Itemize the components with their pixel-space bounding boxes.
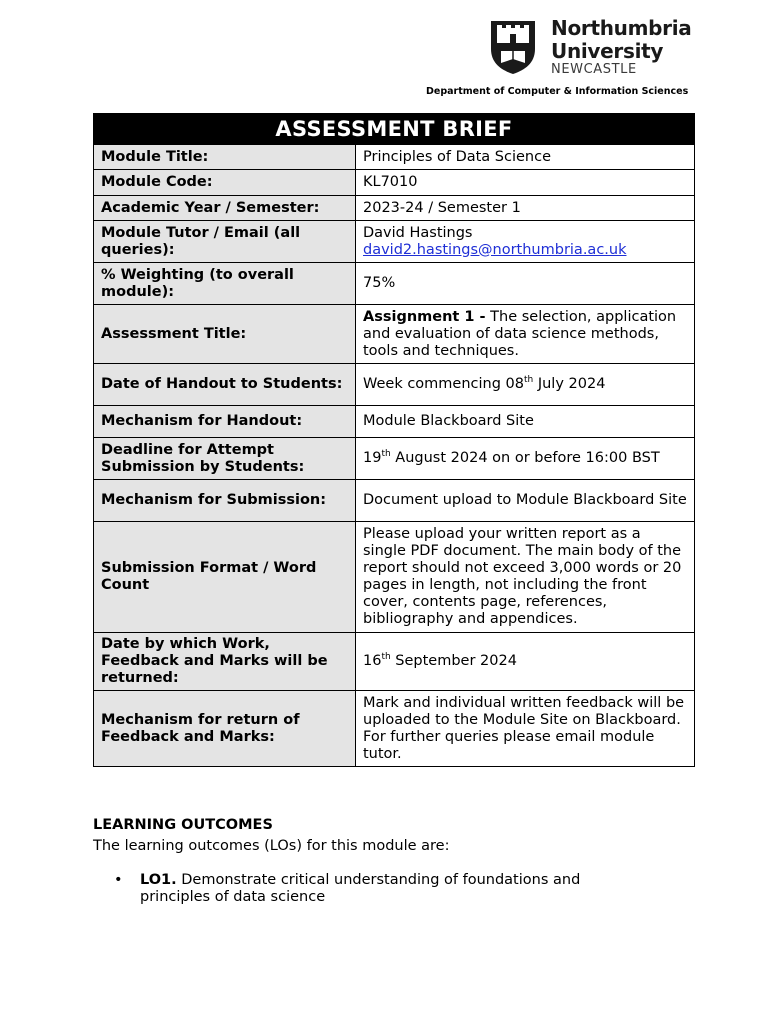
deadline-label: Deadline for Attempt Submission by Students: bbox=[94, 438, 356, 480]
tutor-name: David Hastings bbox=[363, 224, 473, 241]
crest-icon bbox=[489, 19, 537, 75]
handout-mechanism-value: Module Blackboard Site bbox=[356, 406, 695, 438]
university-logo bbox=[489, 16, 692, 77]
learning-outcomes-intro: The learning outcomes (LOs) for this module are: bbox=[93, 838, 450, 854]
deadline-sup: th bbox=[381, 449, 391, 460]
submission-mechanism-value: Document upload to Module Blackboard Site bbox=[356, 480, 695, 522]
tutor-value bbox=[356, 221, 695, 263]
assessment-brief-table bbox=[93, 113, 695, 767]
bullet-icon: • bbox=[114, 872, 123, 888]
table-row bbox=[94, 480, 695, 522]
academic-year-label: Academic Year / Semester: bbox=[94, 196, 356, 221]
handout-date-value bbox=[356, 364, 695, 406]
weighting-value: 75% bbox=[356, 263, 695, 305]
table-row bbox=[94, 263, 695, 305]
table-row bbox=[94, 196, 695, 221]
brief-title: ASSESSMENT BRIEF bbox=[94, 114, 695, 145]
deadline-text: 19 bbox=[363, 450, 382, 466]
return-mechanism-value: Mark and individual written feedback will be uploaded to the Module Site on Blackboard. For further queries please email module tutor. bbox=[356, 691, 695, 767]
table-row bbox=[94, 221, 695, 263]
table-row bbox=[94, 170, 695, 196]
lo-text: Demonstrate critical understanding of foundations and principles of data science bbox=[140, 872, 581, 905]
assessment-title-text: The selection, application and evaluation of data science methods, tools and techniques. bbox=[363, 308, 677, 359]
handout-date-text: Week commencing 08 bbox=[363, 376, 524, 392]
table-row bbox=[94, 438, 695, 480]
tutor-email-link[interactable]: david2.hastings@northumbria.ac.uk bbox=[363, 241, 627, 258]
university-name-line2: University bbox=[551, 39, 664, 63]
university-city: NEWCASTLE bbox=[551, 62, 637, 77]
assessment-title-label: Assessment Title: bbox=[94, 305, 356, 364]
return-date-label: Date by which Work, Feedback and Marks will be returned: bbox=[94, 633, 356, 691]
table-row bbox=[94, 364, 695, 406]
handout-date-text-end: July 2024 bbox=[533, 376, 606, 392]
table-row bbox=[94, 145, 695, 170]
table-row bbox=[94, 305, 695, 364]
format-label: Submission Format / Word Count bbox=[94, 522, 356, 633]
university-name bbox=[551, 17, 691, 63]
format-value: Please upload your written report as a single PDF document. The main body of the report should not exceed 3,000 words or 20 pages in length, not including the front cover, contents page, references, bibliography and appendices. bbox=[356, 522, 695, 633]
handout-date-label: Date of Handout to Students: bbox=[94, 364, 356, 406]
weighting-label: % Weighting (to overall module): bbox=[94, 263, 356, 305]
deadline-text-end: August 2024 on or before 16:00 BST bbox=[390, 450, 660, 466]
deadline-value bbox=[356, 438, 695, 480]
table-row bbox=[94, 522, 695, 633]
assessment-title-prefix: Assignment 1 - bbox=[363, 308, 486, 325]
learning-outcomes-heading: LEARNING OUTCOMES bbox=[93, 817, 273, 833]
submission-mechanism-label: Mechanism for Submission: bbox=[94, 480, 356, 522]
module-title-value: Principles of Data Science bbox=[356, 145, 695, 170]
assessment-title-value bbox=[356, 305, 695, 364]
return-date-value bbox=[356, 633, 695, 691]
learning-outcomes-list bbox=[114, 872, 654, 906]
lo-code: LO1. bbox=[140, 872, 177, 888]
handout-mechanism-label: Mechanism for Handout: bbox=[94, 406, 356, 438]
module-code-value: KL7010 bbox=[356, 170, 695, 196]
return-mechanism-label: Mechanism for return of Feedback and Marks: bbox=[94, 691, 356, 767]
return-date-text-end: September 2024 bbox=[390, 653, 517, 669]
list-item bbox=[114, 872, 654, 906]
department-name: Department of Computer & Information Sciences bbox=[426, 86, 689, 97]
academic-year-value: 2023-24 / Semester 1 bbox=[356, 196, 695, 221]
module-title-label: Module Title: bbox=[94, 145, 356, 170]
module-code-label: Module Code: bbox=[94, 170, 356, 196]
brief-header-row bbox=[94, 114, 695, 145]
university-name-line1: Northumbria bbox=[551, 16, 692, 40]
tutor-label: Module Tutor / Email (all queries): bbox=[94, 221, 356, 263]
handout-date-sup: th bbox=[524, 375, 534, 386]
return-date-text: 16 bbox=[363, 653, 382, 669]
table-row bbox=[94, 406, 695, 438]
table-row bbox=[94, 633, 695, 691]
table-row bbox=[94, 691, 695, 767]
return-date-sup: th bbox=[381, 652, 391, 663]
